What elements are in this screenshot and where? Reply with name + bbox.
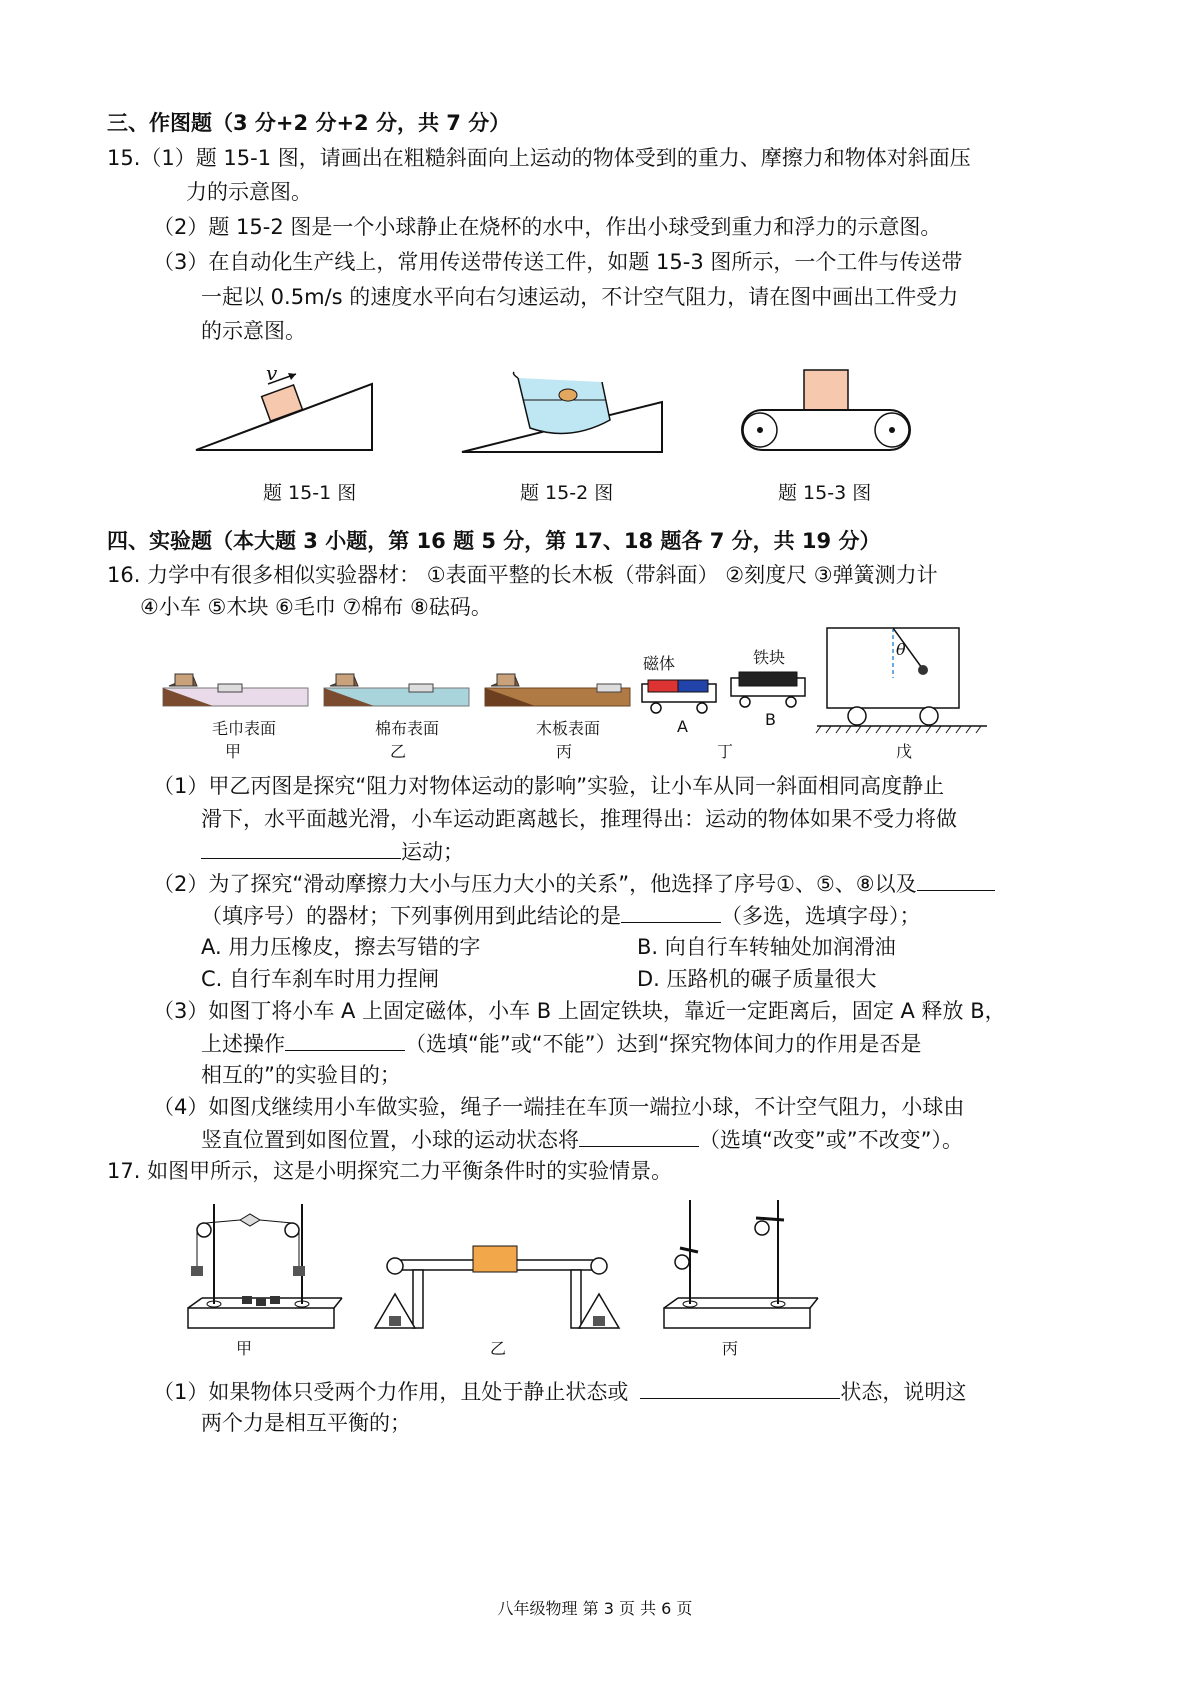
- answer-blank-16-2a[interactable]: [917, 868, 995, 891]
- q16-2-line2: （填序号）的器材；下列事例用到此结论的是 （多选，选填字母）；: [201, 900, 921, 931]
- q16-4-line2: 竖直位置到如图位置，小球的运动状态将 （选填“改变”或”不改变”）。: [201, 1124, 963, 1155]
- option-a: A. 用力压橡皮，擦去写错的字: [201, 935, 481, 959]
- figure-15-2-beaker: [460, 372, 670, 462]
- answer-blank-16-4[interactable]: [579, 1124, 699, 1147]
- label-theta: θ: [896, 640, 906, 659]
- label-17-bing: 丙: [722, 1339, 739, 1358]
- page-footer: 八年级物理 第 3 页 共 6 页: [497, 1599, 693, 1618]
- figure-16-wood-surface: [485, 668, 633, 714]
- label-17-yi: 乙: [490, 1339, 507, 1358]
- answer-blank-17-1[interactable]: [640, 1376, 840, 1399]
- figure-16-cart-iron: [729, 670, 809, 710]
- q16-line2: ④小车 ⑤木块 ⑥毛巾 ⑦棉布 ⑧砝码。: [140, 595, 492, 619]
- q16-1-line3: 运动；: [201, 836, 464, 867]
- label-jia: 甲: [225, 742, 242, 761]
- caption-15-2: 题 15-2 图: [520, 482, 614, 504]
- q16-3-line2: 上述操作 （选填“能”或“不能”）达到“探究物体间力的作用是否是: [201, 1028, 921, 1059]
- label-17-jia: 甲: [236, 1339, 253, 1358]
- q16-4-line1: （4）如图戊继续用小车做实验，绳子一端挂在车顶一端拉小球，不计空气阻力，小球由: [153, 1095, 965, 1119]
- velocity-label: v: [266, 361, 278, 385]
- label-cart-b: B: [765, 710, 776, 729]
- q15-3-line2: 一起以 0.5m/s 的速度水平向右匀速运动，不计空气阻力，请在图中画出工件受力: [201, 285, 959, 309]
- figure-15-3-conveyor: [730, 368, 930, 458]
- label-bing: 丙: [556, 742, 573, 761]
- option-d: D. 压路机的碾子质量很大: [637, 967, 877, 991]
- q16-1-line2: 滑下，水平面越光滑，小车运动距离越长，推理得出：运动的物体如果不受力将做: [201, 807, 957, 831]
- figure-16-cart-magnet: [640, 676, 720, 716]
- answer-blank-16-1[interactable]: [201, 836, 401, 859]
- answer-blank-16-3[interactable]: [285, 1028, 405, 1051]
- figure-17-jia: [184, 1196, 344, 1336]
- label-ding: 丁: [717, 742, 734, 761]
- caption-15-3: 题 15-3 图: [778, 482, 872, 504]
- option-c: C. 自行车刹车时用力捏闸: [201, 967, 440, 991]
- answer-blank-16-2b[interactable]: [621, 900, 721, 923]
- q15-line2: 力的示意图。: [186, 180, 312, 204]
- q15-3-line1: （3）在自动化生产线上，常用传送带传送工件，如题 15-3 图所示，一个工件与传送带: [153, 250, 963, 274]
- q16-2-line1: （2）为了探究“滑动摩擦力大小与压力大小的关系”，他选择了序号①、⑤、⑧以及: [153, 868, 995, 899]
- option-b: B. 向自行车转轴处加润滑油: [637, 935, 896, 959]
- q17-1-line1: （1）如果物体只受两个力作用，且处于静止状态或 状态，说明这: [153, 1376, 966, 1407]
- q15-line1: 15.（1）题 15-1 图，请画出在粗糙斜面向上运动的物体受到的重力、摩擦力和物体对斜面压: [107, 146, 971, 170]
- q16-line1: 16. 力学中有很多相似实验器材： ①表面平整的长木板（带斜面） ②刻度尺 ③弹簧测力计: [107, 563, 938, 587]
- q15-2: （2）题 15-2 图是一个小球静止在烧杯的水中，作出小球受到重力和浮力的示意图。: [153, 215, 942, 239]
- q15-3-line3: 的示意图。: [201, 319, 306, 343]
- q16-3-line1: （3）如图丁将小车 A 上固定磁体，小车 B 上固定铁块，靠近一定距离后，固定 A 释放 B，: [153, 999, 1006, 1023]
- label-wu: 戊: [896, 742, 913, 761]
- label-wood-surface: 木板表面: [536, 719, 601, 738]
- figure-17-yi: [373, 1244, 623, 1334]
- section4-heading: 四、实验题（本大题 3 小题，第 16 题 5 分，第 17、18 题各 7 分，共 19 分）: [107, 529, 881, 553]
- figure-17-bing: [660, 1196, 820, 1336]
- caption-15-1: 题 15-1 图: [263, 482, 357, 504]
- figure-16-towel-surface: [163, 668, 311, 714]
- figure-16-cotton-surface: [324, 668, 472, 714]
- section3-heading: 三、作图题（3 分+2 分+2 分，共 7 分）: [107, 111, 511, 135]
- q16-3-line3: 相互的”的实验目的；: [201, 1063, 401, 1087]
- q17-1-line2: 两个力是相互平衡的；: [201, 1411, 411, 1435]
- label-cotton-surface: 棉布表面: [375, 719, 440, 738]
- label-towel-surface: 毛巾表面: [212, 719, 277, 738]
- q16-1-line1: （1）甲乙丙图是探究“阻力对物体运动的影响”实验，让小车从同一斜面相同高度静止: [153, 774, 945, 798]
- q17-stem: 17. 如图甲所示，这是小明探究二力平衡条件时的实验情景。: [107, 1159, 673, 1183]
- label-iron: 铁块: [753, 648, 786, 667]
- label-yi: 乙: [390, 742, 407, 761]
- label-cart-a: A: [677, 717, 688, 736]
- figure-15-1-incline: [190, 360, 380, 460]
- label-magnet: 磁体: [643, 654, 676, 673]
